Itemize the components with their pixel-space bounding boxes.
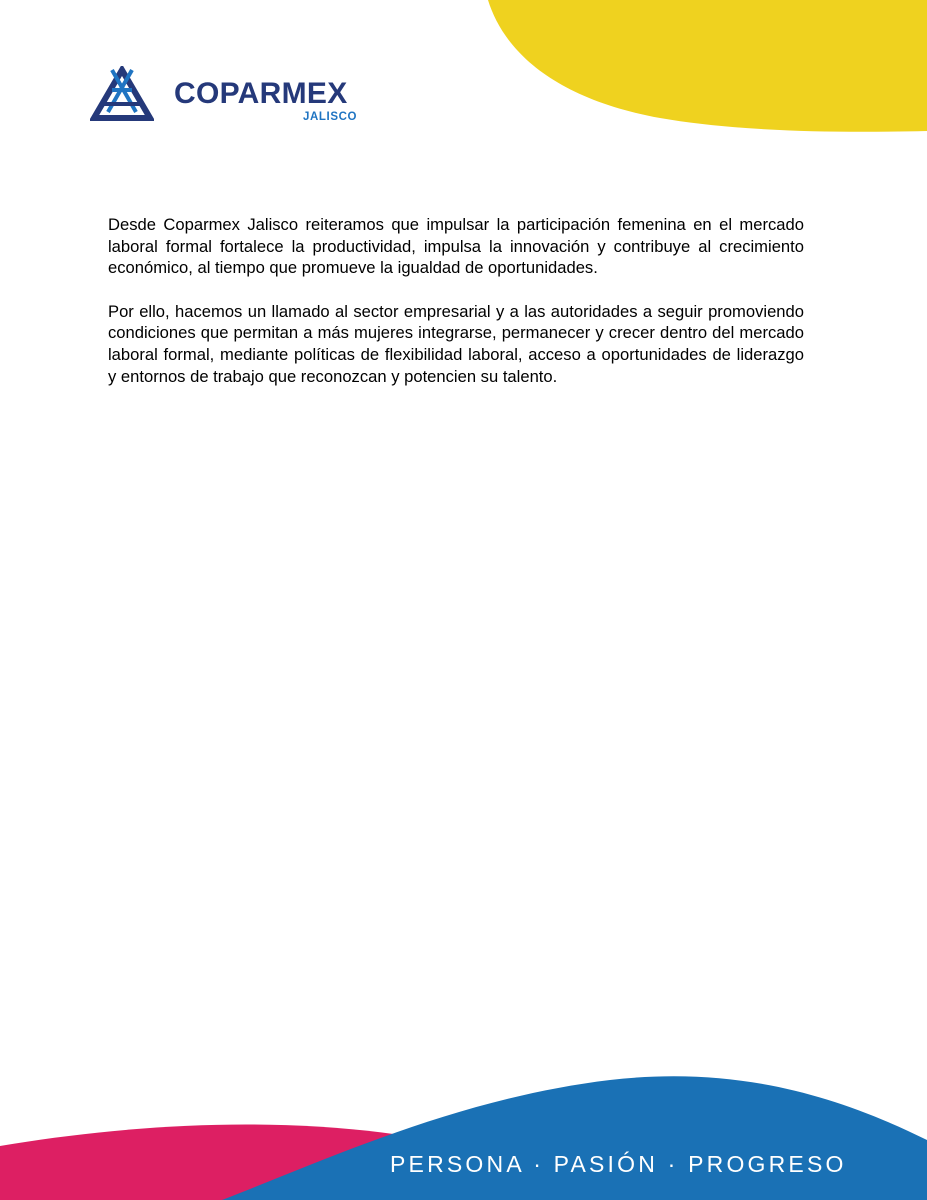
statement-body	[108, 214, 804, 409]
statement-paragraph: Por ello, hacemos un llamado al sector empresarial y a las autoridades a seguir promoviendo condiciones que permitan a más mujeres integrarse, permanecer y crecer dentro del mercado laboral formal, mediante políticas de flexibilidad laboral, acceso a oportunidades de liderazgo y entornos de trabajo que reconozcan y potencien su talento.	[108, 301, 804, 386]
coparmex-logo-mark-icon	[90, 66, 154, 122]
footer-slogan: PERSONA · PASIÓN · PROGRESO	[390, 1151, 847, 1177]
yellow-wave-shape	[488, 0, 927, 132]
logo-wordmark: COPARMEX	[174, 77, 348, 110]
logo-subtitle: JALISCO	[303, 111, 358, 123]
coparmex-logo	[90, 66, 370, 126]
statement-paragraph: Desde Coparmex Jalisco reiteramos que impulsar la participación femenina en el mercado laboral formal fortalece la productividad, impulsa la innovación y contribuye al crecimiento económico, al tiempo que promueve la igualdad de oportunidades.	[108, 215, 804, 278]
